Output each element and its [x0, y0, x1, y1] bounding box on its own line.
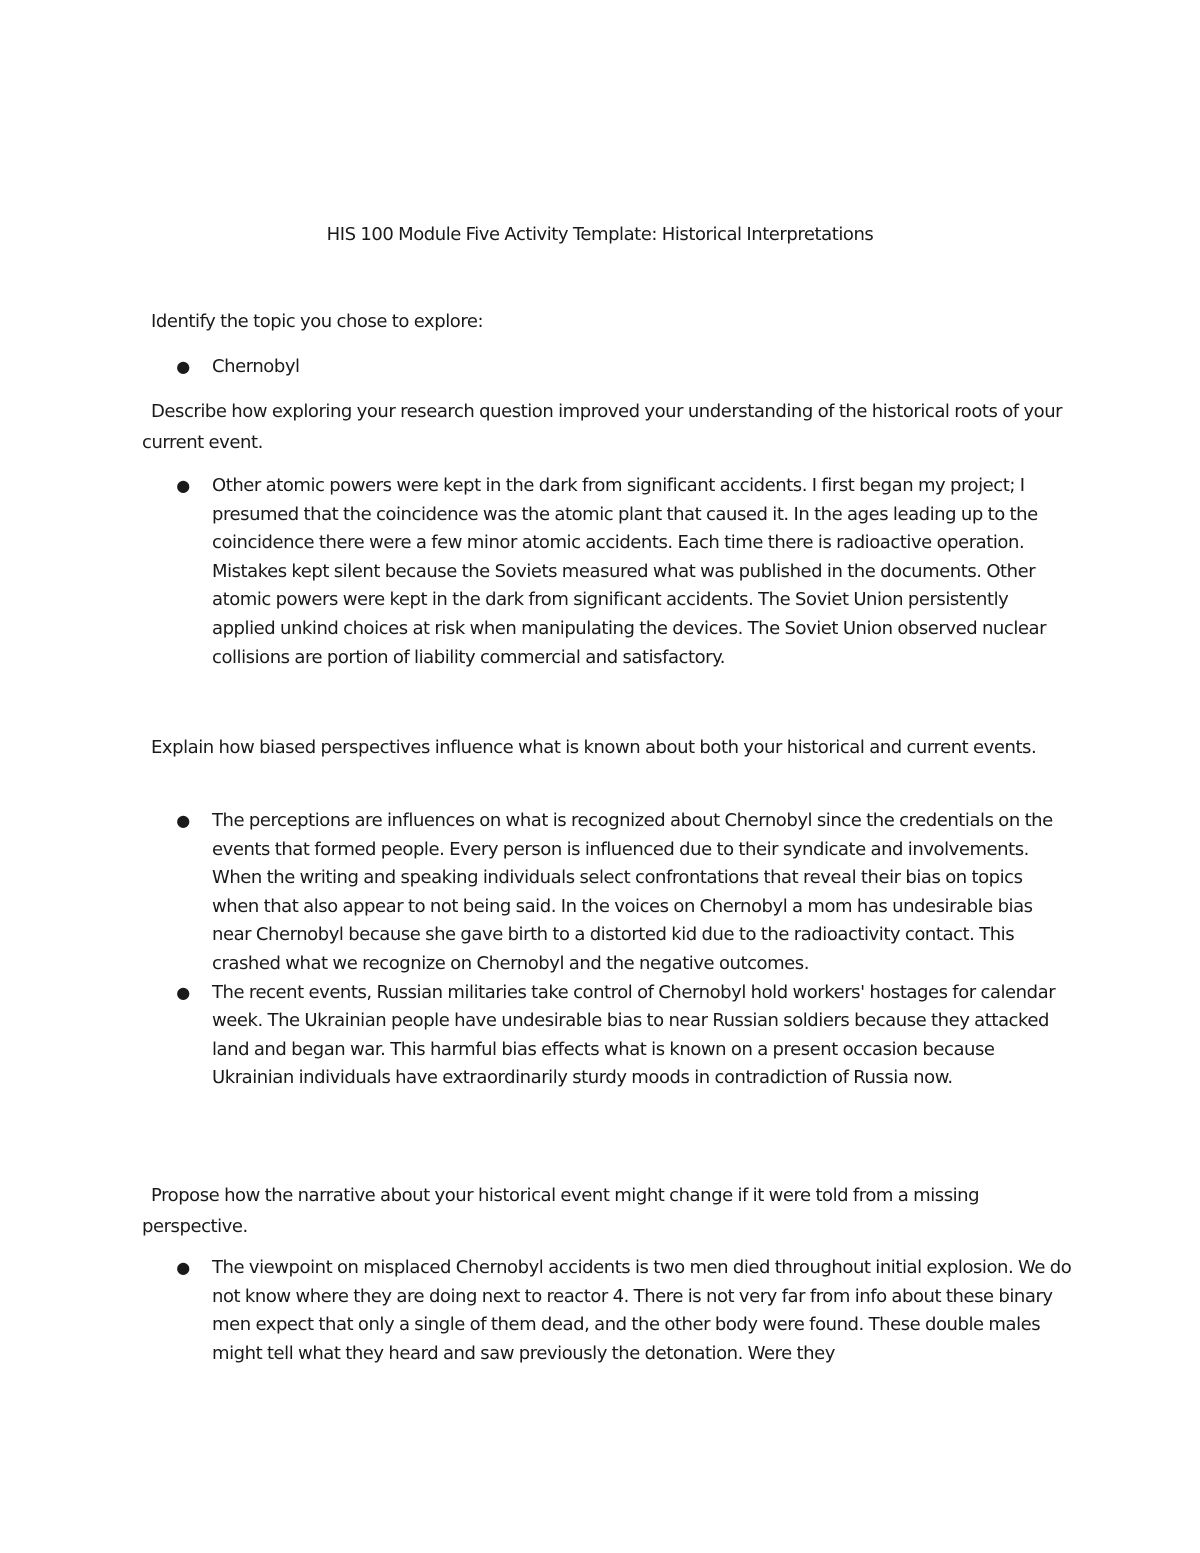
list-item-text: Chernobyl	[212, 356, 300, 377]
section-bullets-research	[142, 472, 1072, 672]
list-item	[142, 353, 1072, 382]
section-bullets-missing-perspective	[142, 1254, 1072, 1368]
document-title: HIS 100 Module Five Activity Template: Historical Interpretations	[326, 224, 874, 245]
bullet-icon: ●	[176, 357, 190, 376]
list-item	[142, 807, 1072, 979]
list-item	[142, 1254, 1072, 1368]
bullet-icon: ●	[176, 811, 190, 830]
list-item	[142, 472, 1072, 672]
list-item-text: Other atomic powers were kept in the dark from significant accidents. I first began my project; I presumed that the coincidence was the atomic plant that caused it. In the ages leading up to the coincidence there were a few minor atomic accidents. Each time there is radioactive operation. Mistakes kept silent because the Soviets measured what was published in the documents. Other atomic powers were kept in the dark from significant accidents. The Soviet Union persistently applied unkind choices at risk when manipulating the devices. The Soviet Union observed nuclear collisions are portion of liability commercial and satisfactory.	[212, 475, 1047, 668]
bullet-icon: ●	[176, 476, 190, 495]
list-item-text: The recent events, Russian militaries take control of Chernobyl hold workers' hostages for calendar week. The Ukrainian people have undesirable bias to near Russian soldiers because they attacked land and began war. This harmful bias effects what is known on a present occasion because Ukrainian individuals have extraordinarily sturdy moods in contradiction of Russia now.	[212, 981, 1056, 1089]
section-bullets-bias	[142, 807, 1072, 1093]
section-prompt-bias: Explain how biased perspectives influence what is known about both your historical and current events.	[151, 737, 1037, 758]
list-item	[142, 979, 1072, 1093]
bullet-icon: ●	[176, 982, 190, 1002]
section-prompt-research: Describe how exploring your research question improved your understanding of the historical roots of your current event.	[142, 401, 1063, 453]
section-prompt-topic: Identify the topic you chose to explore:	[151, 311, 484, 332]
section-bullets-topic	[142, 353, 1072, 382]
section-prompt-missing-perspective: Propose how the narrative about your historical event might change if it were told from a missing perspective.	[142, 1185, 980, 1237]
list-item-text: The viewpoint on misplaced Chernobyl accidents is two men died throughout initial explosion. We do not know where they are doing next to reactor 4. There is not very far from info about these binary men expect that only a single of them dead, and the other body were found. These double males might tell what they heard and saw previously the detonation. Were they	[212, 1257, 1072, 1364]
list-item-text: The perceptions are influences on what is recognized about Chernobyl since the credentials on the events that formed people. Every person is influenced due to their syndicate and involvements. When the writing and speaking individuals select confrontations that reveal their bias on topics when that also appear to not being said. In the voices on Chernobyl a mom has undesirable bias near Chernobyl because she gave birth to a distorted kid due to the radioactivity contact. This crashed what we recognize on Chernobyl and the negative outcomes.	[212, 810, 1053, 974]
bullet-icon: ●	[176, 1258, 190, 1277]
